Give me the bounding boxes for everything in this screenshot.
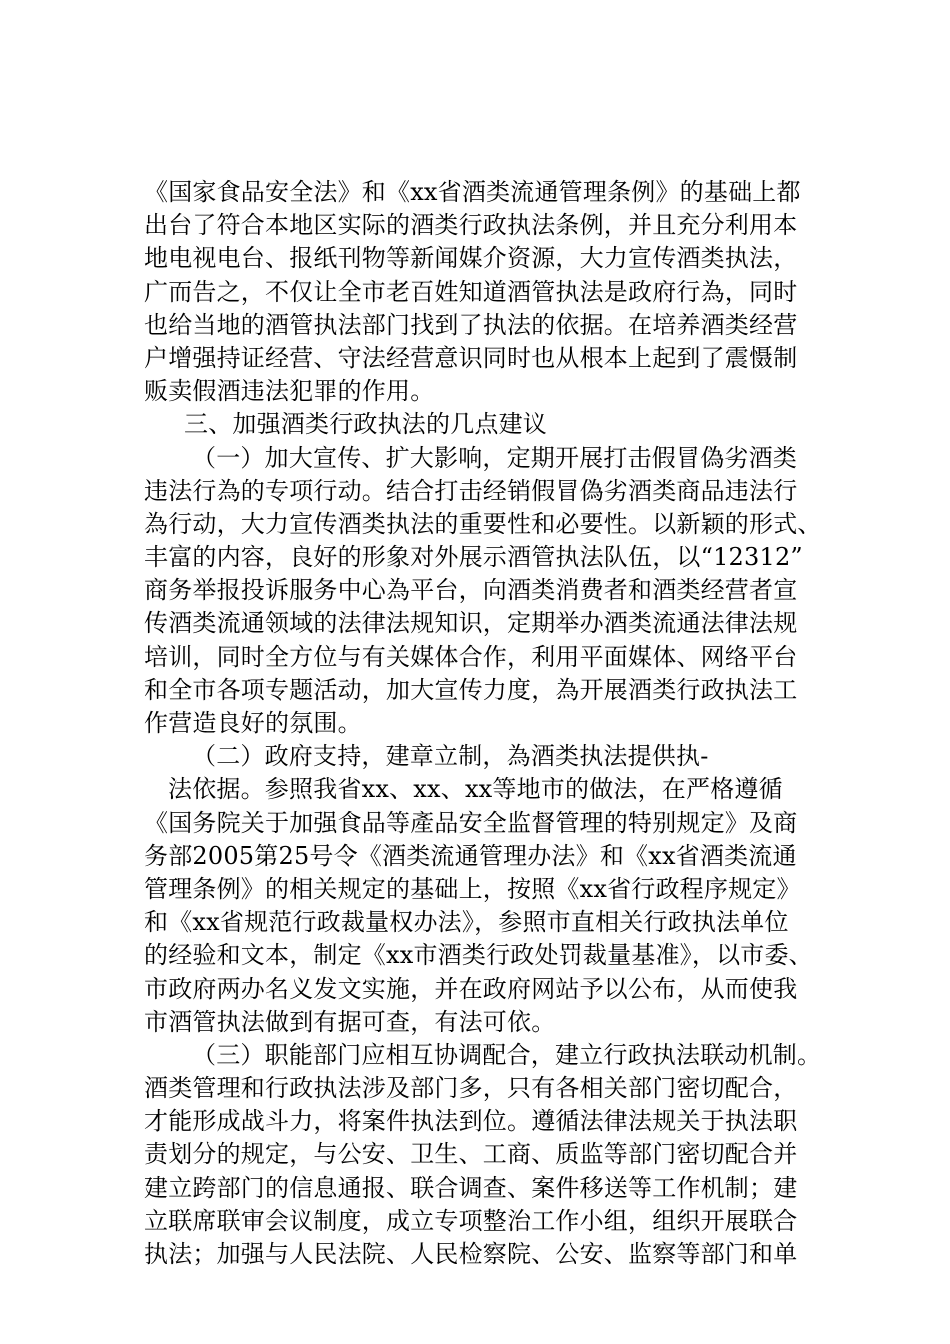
text-line: 丰富的内容，良好的形象对外展示酒管执法队伍，以“12312” <box>144 543 803 572</box>
text-line: 户增强持证经营、守法经营意识同时也从根本上起到了震慑制 <box>144 343 798 372</box>
text-line: 广而告之，不仅让全市老百姓知道酒管执法是政府行為，同时 <box>144 277 798 306</box>
text-line: 地电视电台、报纸刊物等新闻媒介资源，大力宣传酒类执法， <box>144 244 798 273</box>
subsection-heading: （一）加大宣传、扩大影响，定期开展打击假冒偽劣酒类 <box>192 443 797 472</box>
text-line: 市政府两办名义发文实施，并在政府网站予以公布，从而使我 <box>144 974 798 1003</box>
text-line: 《国家食品安全法》和《xx省酒类流通管理条例》的基础上都 <box>144 178 801 206</box>
text-line: 务部2005第25号令《酒类流通管理办法》和《xx省酒类流通 <box>144 841 797 870</box>
text-line: 执法；加强与人民法院、人民检察院、公安、监察等部门和单 <box>144 1240 798 1268</box>
text-line: 和全市各项专题活动，加大宣传力度，為开展酒类行政执法工 <box>144 675 798 704</box>
subsection-heading: （二）政府支持，建章立制，為酒类执法提供执- <box>192 742 709 771</box>
text-line: 管理条例》的相关规定的基础上，按照《xx省行政程序规定》 <box>144 874 801 903</box>
document-page <box>144 176 836 1271</box>
text-line: 培训，同时全方位与有关媒体合作，利用平面媒体、网络平台 <box>144 642 798 671</box>
text-line: 传酒类流通领域的法律法规知识，定期举办酒类流通法律法规 <box>144 609 798 638</box>
text-line: 的经验和文本，制定《xx市酒类行政处罚裁量基准》，以市委、 <box>144 941 813 970</box>
text-line: 法依据。参照我省xx、xx、xx等地市的做法，在严格遵循 <box>168 775 783 804</box>
text-line: 商务举报投诉服务中心為平台，向酒类消费者和酒类经营者宣 <box>144 576 798 605</box>
text-line: 為行动，大力宣传酒类执法的重要性和必要性。以新颖的形式、 <box>144 509 822 538</box>
text-line: 和《xx省规范行政裁量权办法》，参照市直相关行政执法单位 <box>144 908 789 937</box>
text-line: 也给当地的酒管执法部门找到了执法的依据。在培养酒类经营 <box>144 310 798 339</box>
text-line: 作营造良好的氛围。 <box>144 709 362 737</box>
text-line: 酒类管理和行政执法涉及部门多，只有各相关部门密切配合， <box>144 1074 798 1103</box>
text-line: 市酒管执法做到有据可查，有法可依。 <box>144 1007 556 1036</box>
text-line: 建立跨部门的信息通报、联合调查、案件移送等工作机制；建 <box>144 1173 798 1202</box>
text-line: 责划分的规定，与公安、卫生、工商、质监等部门密切配合并 <box>144 1140 798 1169</box>
text-line: 才能形成战斗力，将案件执法到位。遵循法律法规关于执法职 <box>144 1107 798 1136</box>
subsection-heading: （三）职能部门应相互协调配合，建立行政执法联动机制。 <box>192 1040 822 1069</box>
text-line: 《国务院关于加强食品等產品安全监督管理的特别规定》及商 <box>144 808 798 837</box>
text-line: 违法行為的专项行动。结合打击经销假冒偽劣酒类商品违法行 <box>144 476 798 505</box>
text-line: 立联席联审会议制度，成立专项整治工作小组，组织开展联合 <box>144 1206 798 1235</box>
section-heading: 三、加强酒类行政执法的几点建议 <box>184 410 547 439</box>
text-line: 出台了符合本地区实际的酒类行政执法条例，并且充分利用本 <box>144 211 798 240</box>
text-line: 贩卖假酒违法犯罪的作用。 <box>144 377 435 406</box>
